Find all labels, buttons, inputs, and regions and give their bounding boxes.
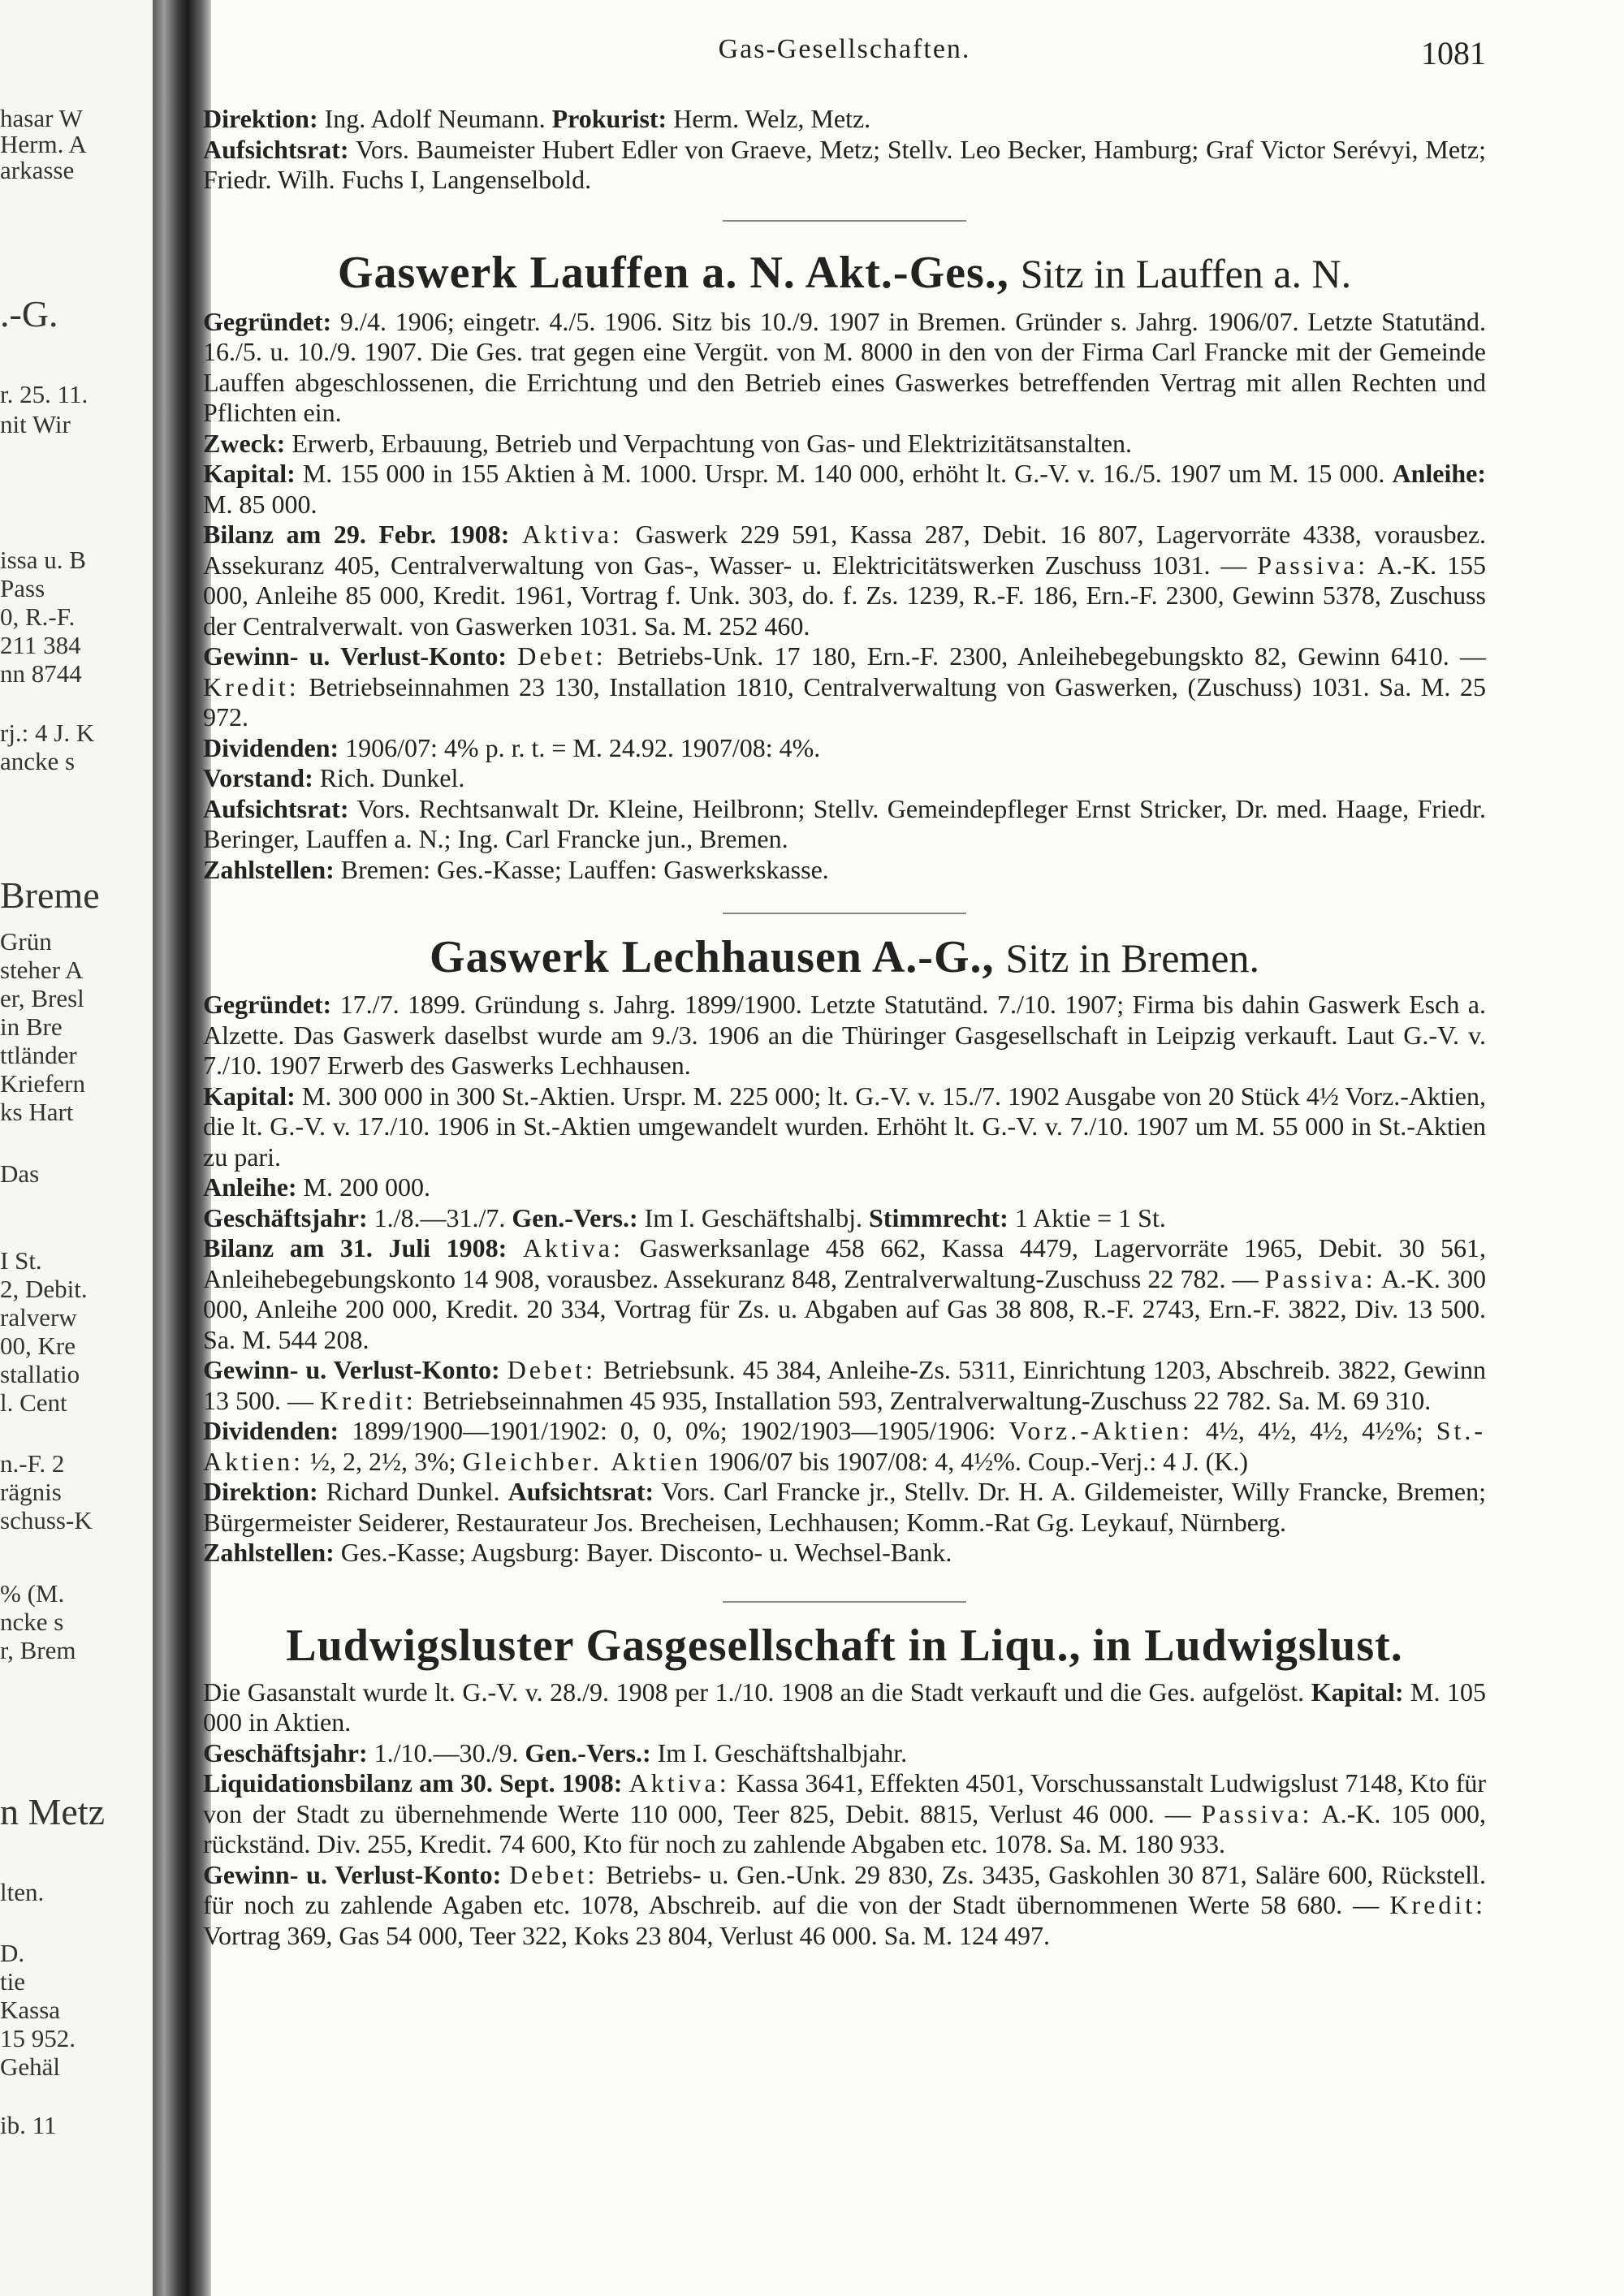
field-value: Richard Dunkel.	[326, 1477, 500, 1506]
dividenden-paragraph	[203, 733, 1486, 764]
field-value: Betriebs- u. Gen.-Unk. 29 830, Zs. 3435, Gaskohlen 30 871, Saläre 600, Rückstell. für noch zu zahlende Agaben etc. 1078, Abschreib. auf die von der Stadt übernommenen Werte 58 680. —	[203, 1859, 1487, 1919]
aufsichtsrat-paragraph	[203, 794, 1486, 855]
field-label: Vorstand:	[203, 763, 313, 792]
facing-page-line: 2, Debit.	[0, 1275, 88, 1303]
document-page	[203, 0, 1486, 2296]
liquidationsbilanz-paragraph	[203, 1768, 1486, 1860]
field-label: Gewinn- u. Verlust-Konto:	[203, 1859, 502, 1889]
field-label: Geschäftsjahr:	[203, 1737, 368, 1767]
field-value: Vortrag 369, Gas 54 000, Teer 322, Koks 23 804, Verlust 46 000. Sa. M. 124 497.	[203, 1920, 1051, 1950]
company-seat: Sitz in Lauffen a. N.	[1020, 250, 1352, 296]
facing-page-line: 00, Kre	[0, 1331, 76, 1360]
page-content	[203, 104, 1486, 1951]
kredit-label: Kredit:	[1389, 1890, 1487, 1919]
facing-page-line: ks Hart	[0, 1098, 74, 1126]
field-value: A.-K. 300 000, Anleihe 200 000, Kredit. 20 334, Vortrag für Zs. u. Abgaben auf Gas 38 808, R.-F. 2743, Ern.-F. 3822, Div. 13 500. Sa. M. 544 208.	[203, 1263, 1487, 1354]
field-value: Im I. Geschäftshalbjahr.	[657, 1737, 908, 1767]
debet-label: Debet:	[517, 641, 607, 671]
facing-page-line: nn 8744	[0, 659, 82, 688]
field-label: Direktion:	[203, 104, 318, 133]
facing-page-line: ralverw	[0, 1303, 77, 1331]
facing-page-line: % (M.	[0, 1579, 65, 1608]
facing-page-line: hasar W	[0, 104, 83, 132]
field-value: Vors. Rechtsanwalt Dr. Kleine, Heilbronn; Stellv. Gemeindepfleger Ernst Stricker, Dr. med. Haage, Friedr. Beringer, Lauffen a. N.; Ing. Carl Francke jun., Bremen.	[203, 793, 1487, 853]
gegruendet-paragraph	[203, 990, 1486, 1081]
field-value: A.-K. 105 000, rückständ. Div. 255, Kredit. 74 600, Kto für noch zu zahlende Abgaben etc. 1078. Sa. M. 180 933.	[203, 1798, 1487, 1858]
field-value: M. 200 000.	[303, 1172, 430, 1202]
field-label: Anleihe:	[203, 1172, 297, 1202]
bilanz-paragraph	[203, 1233, 1486, 1355]
field-value: Erwerb, Erbauung, Betrieb und Verpachtung von Gas- und Elektrizitätsanstalten.	[292, 428, 1132, 458]
section-divider	[723, 1601, 966, 1603]
field-label: Kapital:	[203, 1081, 296, 1111]
passiva-label: Passiva:	[1257, 550, 1369, 580]
entry-heading	[203, 1617, 1486, 1674]
facing-page-line: Gehäl	[0, 2052, 61, 2081]
facing-page-line: Grün	[0, 927, 52, 956]
guv-paragraph	[203, 1355, 1486, 1416]
facing-page-line: Kassa	[0, 1996, 61, 2024]
field-label: Aufsichtsrat:	[203, 793, 349, 823]
field-value: M. 85 000.	[203, 489, 317, 519]
field-value: Die Gasanstalt wurde lt. G.-V. v. 28./9. 1908 per 1./10. 1908 an die Stadt verkauft und die Ges. aufgelöst.	[203, 1677, 1305, 1707]
facing-page-line: in Bre	[0, 1012, 63, 1041]
guv-paragraph	[203, 641, 1486, 733]
field-value: Gaswerk 229 591, Kassa 287, Debit. 16 807, Lagervorräte 4338, vorausbez. Assekuranz 405, Centralverwaltung von Gas-, Wasser- u. Elektricitätswerken Zuschuss 1031. —	[203, 520, 1487, 580]
kapital-paragraph	[203, 459, 1486, 520]
facing-page-line: issa u. B	[0, 546, 86, 574]
facing-page-line: Breme	[0, 874, 100, 916]
entry-gaswerk-lauffen	[203, 244, 1486, 886]
field-label: Liquidationsbilanz am 30. Sept. 1908:	[203, 1768, 623, 1798]
facing-page-line: ncke s	[0, 1608, 64, 1636]
entry-gaswerk-lechhausen	[203, 929, 1486, 1569]
anleihe-paragraph	[203, 1172, 1486, 1203]
field-value: 1906/07 bis 1907/08: 4, 4½%. Coup.-Verj.: 4 J. (K.)	[707, 1446, 1248, 1476]
field-label: Bilanz am 29. Febr. 1908:	[203, 520, 510, 549]
facing-page-line: lten.	[0, 1878, 45, 1906]
passiva-label: Passiva:	[1201, 1798, 1313, 1828]
facing-page-line: Herm. A	[0, 130, 87, 158]
field-value: Ges.-Kasse; Augsburg: Bayer. Disconto- u. Wechsel-Bank.	[340, 1538, 952, 1567]
entry-heading	[203, 929, 1486, 986]
field-value: Herm. Welz, Metz.	[673, 104, 871, 133]
field-value: Vors. Carl Francke jr., Stellv. Dr. H. A. Gildemeister, Willy Francke, Bremen; Bürgermeister Seiderer, Restaurateur Jos. Brecheisen, Lechhausen; Komm.-Rat Gg. Leykauf, Nürnberg.	[203, 1477, 1486, 1537]
facing-page-line: arkasse	[0, 156, 75, 184]
entry-heading	[203, 244, 1486, 302]
facing-page-line: D.	[0, 1939, 25, 1967]
field-label: Direktion:	[203, 1477, 318, 1506]
facing-page-line: Kriefern	[0, 1069, 85, 1098]
field-label: Kapital:	[203, 459, 296, 488]
kredit-label: Kredit:	[320, 1385, 417, 1415]
field-value: 1 Aktie = 1 St.	[1014, 1202, 1166, 1232]
facing-page-line: ancke s	[0, 747, 76, 775]
facing-page-line: 211 384	[0, 631, 81, 659]
field-value: Rich. Dunkel.	[319, 763, 465, 792]
direktion-paragraph	[203, 1477, 1486, 1538]
field-value: 1./10.—30./9.	[374, 1737, 519, 1767]
facing-page-line: rj.: 4 J. K	[0, 719, 95, 747]
field-label: Stimmrecht:	[869, 1202, 1009, 1232]
facing-page-line: Pass	[0, 574, 45, 602]
company-seat: Sitz in Bremen.	[1005, 935, 1259, 981]
running-head	[203, 34, 1486, 75]
entry-metz-tail	[203, 104, 1486, 196]
facing-page-line: l. Cent	[0, 1388, 67, 1417]
running-title: Gas-Gesellschaften.	[718, 34, 971, 64]
field-value: Betriebseinnahmen 23 130, Installation 1810, Centralverwaltung von Gaswerken, (Zuschuss) 1031. Sa. M. 25 972.	[203, 671, 1487, 732]
entry-ludwigsluster-gasgesellschaft	[203, 1617, 1486, 1952]
field-value: M. 300 000 in 300 St.-Aktien. Urspr. M. 225 000; lt. G.-V. v. 15./7. 1902 Ausgabe von 20 Stück 4½ Vorz.-Aktien, die lt. G.-V. v. 17./10. 1906 in St.-Aktien umgewandelt wurden. Erhöht lt. G.-V. v. 7./10. 1907 um M. 55 000 in St.-Aktien zu pari.	[203, 1081, 1487, 1172]
debet-label: Debet:	[507, 1355, 596, 1384]
field-value: M. 155 000 in 155 Aktien à M. 1000. Urspr. M. 140 000, erhöht lt. G.-V. v. 16./5. 1907 um M. 15 000.	[302, 459, 1385, 488]
geschaeftsjahr-paragraph	[203, 1203, 1486, 1234]
field-value: Vors. Baumeister Hubert Edler von Graeve, Metz; Stellv. Leo Becker, Hamburg; Graf Victor Serévyi, Metz; Friedr. Wilh. Fuchs I, Langenselbold.	[203, 134, 1487, 194]
geschaeftsjahr-paragraph	[203, 1738, 1486, 1769]
facing-page-line: rägnis	[0, 1478, 62, 1506]
field-label: Zweck:	[203, 428, 286, 458]
kapital-paragraph	[203, 1081, 1486, 1173]
intro-paragraph	[203, 1677, 1486, 1738]
zahlstellen-paragraph	[203, 855, 1486, 886]
field-label: Dividenden:	[203, 732, 339, 762]
facing-page-line: ib. 11	[0, 2111, 57, 2139]
guv-paragraph	[203, 1860, 1486, 1952]
field-label: Gewinn- u. Verlust-Konto:	[203, 641, 508, 671]
field-label: Bilanz am 31. Juli 1908:	[203, 1233, 508, 1262]
field-value: 1./8.—31./7.	[374, 1202, 506, 1232]
field-value: Gaswerksanlage 458 662, Kassa 4479, Lagervorräte 1965, Debit. 30 561, Anleihebegebungskonto 14 908, vorausbez. Assekuranz 848, Zentralverwaltung-Zuschuss 22 782. —	[203, 1233, 1487, 1293]
field-label: Aufsichtsrat:	[203, 134, 349, 164]
field-value: Kassa 3641, Effekten 4501, Vorschussanstalt Ludwigslust 7148, Kto für von der Stadt zu übernehmende Werte 110 000, Teer 825, Debit. 8815, Verlust 46 000. —	[203, 1768, 1487, 1828]
direktion-paragraph	[203, 104, 1486, 135]
company-name: Gaswerk Lechhausen A.-G.,	[430, 932, 995, 982]
field-label: Gewinn- u. Verlust-Konto:	[203, 1355, 500, 1384]
debet-label: Debet:	[509, 1859, 598, 1889]
field-label: Kapital:	[1311, 1677, 1404, 1707]
facing-page-line: I St.	[0, 1246, 42, 1275]
field-label: Gegründet:	[203, 306, 332, 336]
field-value: Bremen: Ges.-Kasse; Lauffen: Gaswerkskasse.	[340, 854, 829, 884]
spaced-label: Vorz.-Aktien:	[1009, 1416, 1193, 1445]
aktiva-label: Aktiva:	[628, 1768, 730, 1798]
section-divider	[723, 220, 966, 222]
section-divider	[723, 913, 966, 914]
field-value: ½, 2, 2½, 3%;	[309, 1446, 456, 1476]
company-seat: in Ludwigslust.	[1092, 1620, 1403, 1671]
spaced-label: Gleichber. Aktien	[462, 1446, 702, 1476]
field-value: 4½, 4½, 4½, 4½%;	[1205, 1416, 1423, 1445]
field-value: Im I. Geschäftshalbj.	[644, 1202, 862, 1232]
facing-page-fragment	[0, 0, 154, 2296]
field-value: 9./4. 1906; eingetr. 4./5. 1906. Sitz bis 10./9. 1907 in Bremen. Gründer s. Jahrg. 1906/07. Letzte Statutänd. 16./5. u. 10./9. 1907. Die Ges. trat gegen eine Vergüt. von M. 8000 in den von der Firma Carl Francke mit der Gemeinde Lauffen abgeschlossenen, die Errichtung und den Betrieb eines Gaswerkes betreffenden Vertrag mit allen Rechten und Pflichten ein.	[203, 306, 1487, 427]
facing-page-line: ttländer	[0, 1041, 77, 1069]
zweck-paragraph	[203, 429, 1486, 460]
page-number: 1081	[1421, 35, 1486, 71]
field-value: Betriebs-Unk. 17 180, Ern.-F. 2300, Anleihebegebungskto 82, Gewinn 6410. —	[616, 641, 1487, 671]
field-label: Aufsichtsrat:	[508, 1477, 654, 1506]
facing-page-line: .-G.	[0, 293, 58, 334]
facing-page-line: n Metz	[0, 1791, 106, 1832]
facing-page-line: n.-F. 2	[0, 1449, 65, 1478]
kredit-label: Kredit:	[203, 671, 300, 701]
field-label: Geschäftsjahr:	[203, 1202, 368, 1232]
facing-page-line: steher A	[0, 956, 84, 984]
field-value: 1906/07: 4% p. r. t. = M. 24.92. 1907/08: 4%.	[345, 732, 821, 762]
field-label: Dividenden:	[203, 1416, 339, 1445]
facing-page-line: stallatio	[0, 1360, 80, 1388]
field-value: 17./7. 1899. Gründung s. Jahrg. 1899/1900. Letzte Statutänd. 7./10. 1907; Firma bis dahin Gaswerk Esch a. Alzette. Das Gaswerk daselbst wurde am 9./3. 1906 an die Thüringer Gasgesellschaft in Leipzig verkauft. Laut G.-V. v. 7./10. 1907 Erwerb des Gaswerks Lechhausen.	[203, 990, 1487, 1080]
facing-page-line: er, Bresl	[0, 984, 84, 1012]
spaced-label: St.-Aktien:	[203, 1416, 1487, 1476]
facing-page-line: Das	[0, 1159, 40, 1188]
field-value: Betriebseinnahmen 45 935, Installation 593, Zentralverwaltung-Zuschuss 22 782. Sa. M. 69 310.	[422, 1385, 1432, 1415]
facing-page-line: r, Brem	[0, 1636, 76, 1664]
field-label: Zahlstellen:	[203, 854, 335, 884]
vorstand-paragraph	[203, 763, 1486, 794]
field-label: Anleihe:	[1392, 459, 1487, 488]
company-name: Gaswerk Lauffen a. N. Akt.-Ges.,	[337, 247, 1009, 298]
facing-page-line: 15 952.	[0, 2024, 76, 2052]
field-label: Zahlstellen:	[203, 1538, 335, 1567]
field-value: A.-K. 155 000, Anleihe 85 000, Kredit. 1961, Vortrag f. Unk. 303, do. f. Zs. 1239, R.-F. 186, Ern.-F. 2300, Gewinn 5378, Zuschuss der Centralverwalt. von Gaswerken 1031. Sa. M. 252 460.	[203, 550, 1487, 641]
aktiva-label: Aktiva:	[522, 1233, 624, 1262]
gegruendet-paragraph	[203, 307, 1486, 429]
facing-page-line: schuss-K	[0, 1506, 93, 1534]
facing-page-line: tie	[0, 1967, 25, 1996]
aufsichtsrat-paragraph	[203, 135, 1486, 196]
dividenden-paragraph	[203, 1416, 1486, 1477]
field-value: Ing. Adolf Neumann.	[324, 104, 546, 133]
facing-page-line: 0, R.-F.	[0, 602, 76, 631]
field-value: Betriebsunk. 45 384, Anleihe-Zs. 5311, Einrichtung 1203, Abschreib. 3822, Gewinn 13 500. —	[203, 1355, 1487, 1415]
zahlstellen-paragraph	[203, 1538, 1486, 1569]
field-value: 1899/1900—1901/1902: 0, 0, 0%; 1902/1903—1905/1906:	[352, 1416, 996, 1445]
bilanz-paragraph	[203, 520, 1486, 641]
facing-page-line: r. 25. 11.	[0, 380, 89, 408]
facing-page-line: nit Wir	[0, 410, 71, 438]
field-label: Gen.-Vers.:	[525, 1737, 651, 1767]
aktiva-label: Aktiva:	[521, 520, 623, 549]
company-name: Ludwigsluster Gasgesellschaft in Liqu.,	[286, 1620, 1082, 1671]
field-label: Prokurist:	[551, 104, 667, 133]
field-label: Gegründet:	[203, 990, 332, 1019]
field-label: Gen.-Vers.:	[512, 1202, 638, 1232]
passiva-label: Passiva:	[1264, 1263, 1376, 1293]
field-value: M. 105 000 in Aktien.	[203, 1677, 1487, 1737]
